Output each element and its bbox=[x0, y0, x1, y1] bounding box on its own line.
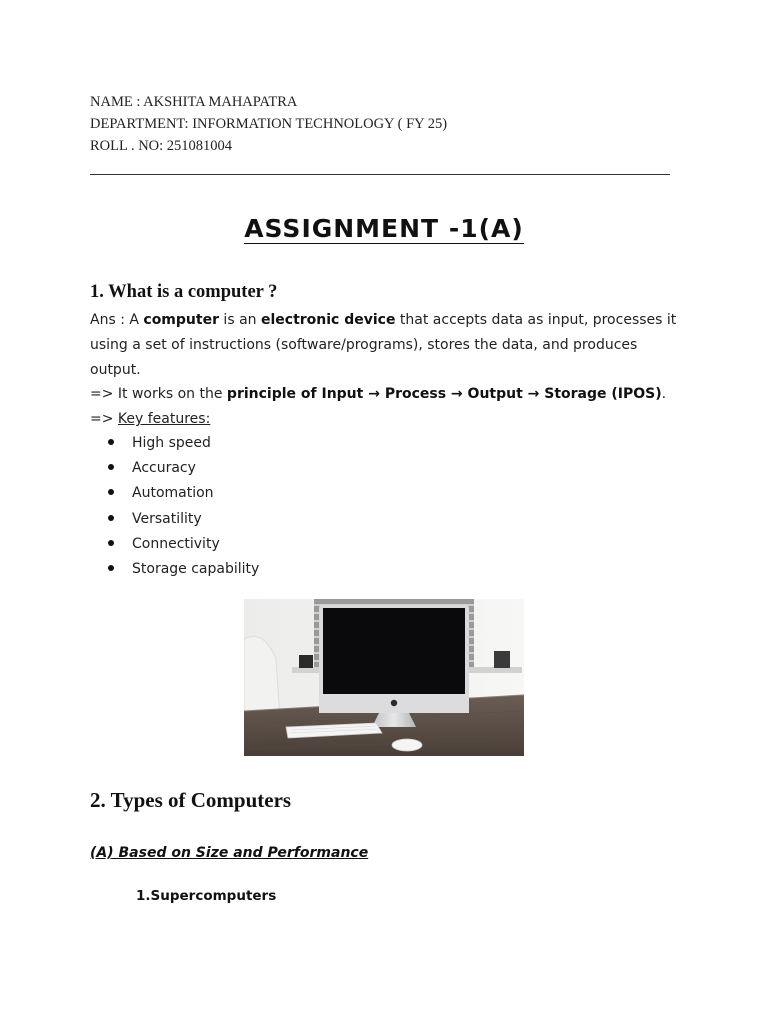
list-item bbox=[108, 533, 259, 558]
list-item bbox=[108, 432, 259, 457]
ipos-prefix: => It works on the bbox=[90, 386, 227, 402]
list-item bbox=[108, 482, 259, 507]
department-line: DEPARTMENT: INFORMATION TECHNOLOGY ( FY 25) bbox=[90, 116, 448, 132]
answer-mid: is an bbox=[218, 312, 261, 328]
answer-paragraph bbox=[90, 308, 680, 383]
list-item bbox=[108, 457, 259, 482]
bullet-icon bbox=[108, 464, 114, 470]
computer-photo bbox=[244, 599, 524, 756]
ipos-line bbox=[90, 384, 666, 404]
question-1-heading: 1. What is a computer ? bbox=[90, 282, 278, 302]
supercomputers-item: 1.Supercomputers bbox=[136, 888, 277, 904]
feature-label: High speed bbox=[132, 435, 211, 451]
roll-number: ROLL . NO: 251081004 bbox=[90, 138, 233, 154]
answer-rest: that accepts data as input, processes it using a set of instructions (software/programs), stores the data, and produces output. bbox=[90, 312, 677, 378]
key-features-list bbox=[108, 432, 259, 583]
bullet-icon bbox=[108, 515, 114, 521]
list-item bbox=[108, 558, 259, 583]
bullet-icon bbox=[108, 439, 114, 445]
key-features-arrow: => bbox=[90, 411, 118, 427]
assignment-title bbox=[0, 214, 768, 243]
list-item bbox=[108, 508, 259, 533]
header-divider bbox=[90, 174, 670, 175]
feature-label: Storage capability bbox=[132, 560, 260, 577]
key-features-label: Key features: bbox=[117, 411, 211, 427]
answer-prefix: Ans : A bbox=[90, 312, 144, 328]
bullet-icon bbox=[108, 565, 114, 571]
answer-term-computer: computer bbox=[143, 312, 219, 328]
computer-photo-image bbox=[244, 599, 524, 756]
bullet-icon bbox=[108, 540, 114, 546]
ipos-suffix: . bbox=[661, 386, 667, 402]
feature-label: Connectivity bbox=[132, 535, 220, 552]
bullet-icon bbox=[108, 489, 114, 495]
feature-label: Versatility bbox=[132, 510, 202, 527]
section-2-heading: 2. Types of Computers bbox=[90, 788, 292, 812]
section-2a-subheading: (A) Based on Size and Performance bbox=[90, 845, 369, 861]
feature-label: Automation bbox=[132, 485, 214, 502]
ipos-principle: principle of Input → Process → Output → Storage (IPOS) bbox=[226, 386, 662, 402]
assignment-title-text: ASSIGNMENT -1(A) bbox=[244, 214, 524, 243]
answer-term-electronic-device: electronic device bbox=[260, 312, 396, 328]
student-name: NAME : AKSHITA MAHAPATRA bbox=[90, 94, 298, 110]
key-features-line bbox=[90, 409, 210, 429]
feature-label: Accuracy bbox=[132, 460, 196, 477]
